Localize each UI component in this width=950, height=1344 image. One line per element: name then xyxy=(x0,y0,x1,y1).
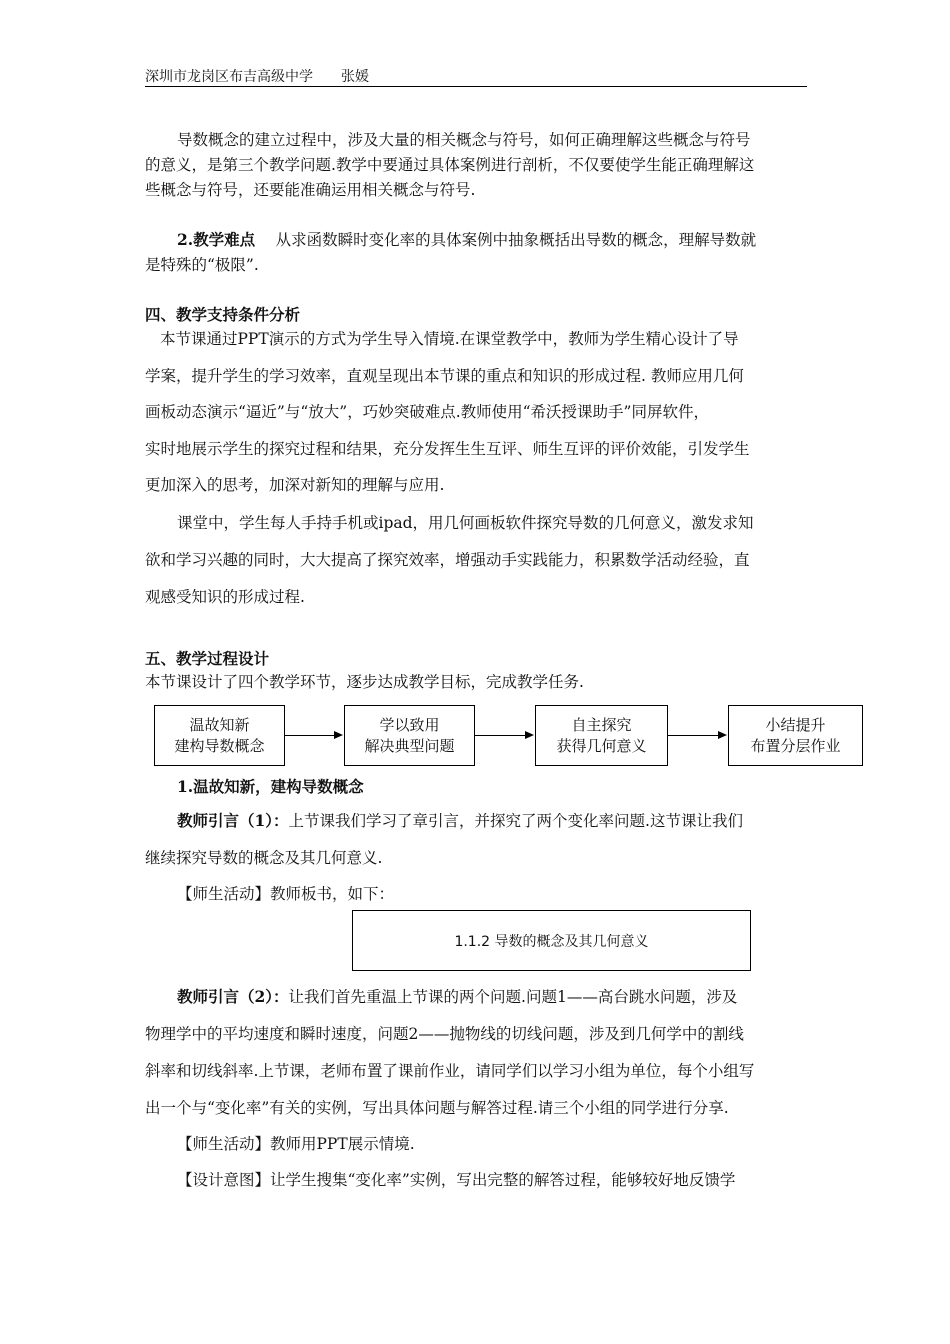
flow-step-3-line2: 获得几何意义 xyxy=(556,736,647,755)
section4-p2-line-1: 课堂中，学生每人手持手机或ipad，用几何画板软件探究导数的几何意义，激发求知 xyxy=(177,514,754,532)
section5-intro: 本节课设计了四个教学环节，逐步达成教学目标，完成教学任务. xyxy=(145,673,584,691)
activity-2: 【师生活动】教师用PPT展示情境. xyxy=(177,1135,415,1153)
flow-arrow-2 xyxy=(475,735,526,736)
header-author: 张媛 xyxy=(341,69,369,85)
flow-arrow-3 xyxy=(668,735,719,736)
page-header xyxy=(145,66,369,86)
section4-p2-line-3: 观感受知识的形成过程. xyxy=(145,588,305,606)
intro2-text: 让我们首先重温上节课的两个问题.问题1——高台跳水问题，涉及 xyxy=(288,988,738,1006)
section4-p2-line-2: 欲和学习兴趣的同时，大大提高了探究效率，增强动手实践能力，积累数学活动经验，直 xyxy=(145,551,750,569)
flow-step-2 xyxy=(344,705,475,766)
intro2-label: 教师引言（2）： xyxy=(177,987,289,1006)
flow-step-2-line1: 学以致用 xyxy=(379,715,440,734)
flow-step-1-line2: 建构导数概念 xyxy=(174,736,265,755)
flow-step-3 xyxy=(535,705,668,766)
section5-heading: 五、教学过程设计 xyxy=(145,649,270,668)
header-school: 深圳市龙岗区布吉高级中学 xyxy=(145,69,313,85)
section4-p1-line-1: 本节课通过PPT演示的方式为学生导入情境.在课堂教学中，教师为学生精心设计了导 xyxy=(160,330,739,348)
flow-arrowhead-1 xyxy=(334,731,343,739)
section4-heading: 四、教学支持条件分析 xyxy=(145,305,301,324)
activity-1: 【师生活动】教师板书，如下： xyxy=(177,885,395,903)
section4-p1-line-2: 学案，提升学生的学习效率，直观呈现出本节课的重点和知识的形成过程. 教师应用几何 xyxy=(145,367,744,385)
flow-step-4 xyxy=(728,705,863,766)
design-intent: 【设计意图】让学生搜集“变化率”实例，写出完整的解答过程，能够较好地反馈学 xyxy=(177,1171,736,1189)
flow-arrowhead-3 xyxy=(718,731,727,739)
subsection-1-title: 1.温故知新，建构导数概念 xyxy=(177,777,364,796)
flow-step-1 xyxy=(154,705,285,766)
intro1-label: 教师引言（1）： xyxy=(177,811,289,830)
para1-line-2: 的意义，是第三个教学问题.教学中要通过具体案例进行剖析，不仅要使学生能正确理解这 xyxy=(145,156,755,174)
difficulty-line-1 xyxy=(177,228,839,250)
flow-step-2-line2: 解决典型问题 xyxy=(364,736,455,755)
intro1-text: 上节课我们学习了章引言，并探究了两个变化率问题.这节课让我们 xyxy=(288,812,743,830)
intro1-line-2: 继续探究导数的概念及其几何意义. xyxy=(145,849,383,867)
board-title: 1.1.2 导数的概念及其几何意义 xyxy=(454,933,649,950)
section4-p1-line-3: 画板动态演示“逼近”与“放大”，巧妙突破难点.教师使用“希沃授课助手”同屏软件， xyxy=(145,403,709,421)
flow-step-4-line1: 小结提升 xyxy=(765,715,826,734)
para1-line-1: 导数概念的建立过程中，涉及大量的相关概念与符号，如何正确理解这些概念与符号 xyxy=(177,131,751,149)
flow-arrowhead-2 xyxy=(525,731,534,739)
para1-line-3: 些概念与符号，还要能准确运用相关概念与符号. xyxy=(145,181,476,199)
flow-step-3-line1: 自主探究 xyxy=(571,715,632,734)
difficulty-text-1: 从求函数瞬时变化率的具体案例中抽象概括出导数的概念，理解导数就 xyxy=(275,231,757,249)
flow-step-4-line2: 布置分层作业 xyxy=(750,736,841,755)
intro2-line-4: 出一个与“变化率”有关的实例，写出具体问题与解答过程.请三个小组的同学进行分享. xyxy=(145,1099,729,1117)
flow-step-1-line1: 温故知新 xyxy=(189,715,250,734)
flow-arrow-1 xyxy=(285,735,335,736)
header-rule xyxy=(145,86,807,87)
intro2-line-3: 斜率和切线斜率.上节课，老师布置了课前作业，请同学们以学习小组为单位，每个小组写 xyxy=(145,1062,755,1080)
board-title-box xyxy=(352,910,751,971)
difficulty-line-2: 是特殊的“极限”. xyxy=(145,256,259,274)
intro2-line-1 xyxy=(177,985,839,1007)
intro1-line-1 xyxy=(177,809,839,831)
difficulty-label: 2.教学难点 xyxy=(177,230,256,249)
section4-p1-line-4: 实时地展示学生的探究过程和结果，充分发挥生生互评、师生互评的评价效能，引发学生 xyxy=(145,440,750,458)
intro2-line-2: 物理学中的平均速度和瞬时速度，问题2——抛物线的切线问题，涉及到几何学中的割线 xyxy=(145,1025,744,1043)
section4-p1-line-5: 更加深入的思考，加深对新知的理解与应用. xyxy=(145,476,445,494)
